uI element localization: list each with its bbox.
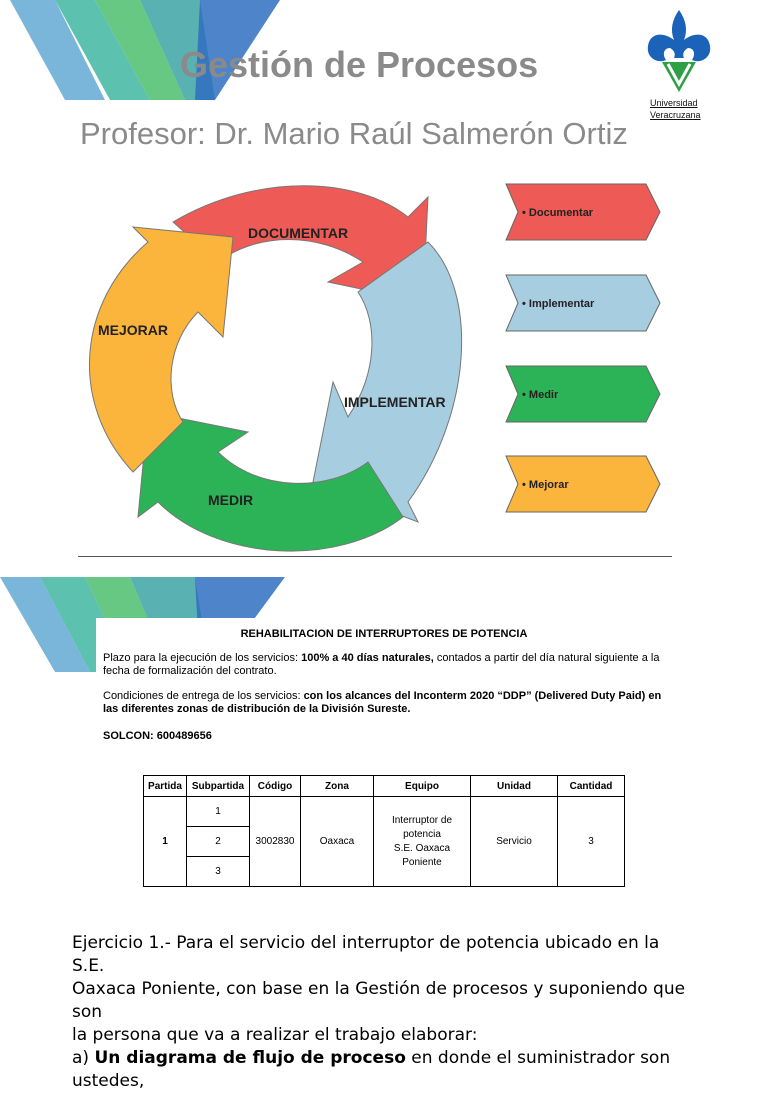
exercise-line (72, 1047, 692, 1093)
cycle-svg (78, 172, 672, 556)
cond-bold: con los alcances del Inconterm 2020 “DDP” (Delivered Duty Paid) en las diferentes zonas de distribución de la División Sureste. (103, 690, 662, 715)
cycle-label-implementar: IMPLEMENTAR (344, 394, 446, 410)
plazo-suffix: contados a partir del día natural siguiente a la fecha de formalización del contrato. (103, 652, 660, 677)
exercise-bold: Un diagrama de flujo de proceso (94, 1048, 406, 1068)
cell-equipo (374, 797, 471, 887)
exercise-suffix: en donde el suministrador son ustedes, (72, 1048, 671, 1091)
cell-cantidad: 3 (558, 797, 625, 887)
header-zona: Zona (301, 776, 374, 797)
process-cycle-diagram (78, 172, 672, 557)
exercise-line: Ejercicio 1.- Para el servicio del interruptor de potencia ubicado en la S.E. (72, 933, 660, 976)
logo-line-1: Universidad (650, 98, 698, 108)
cycle-label-documentar: DOCUMENTAR (248, 225, 349, 241)
cycle-label-medir: MEDIR (208, 492, 254, 508)
header-unidad: Unidad (471, 776, 558, 797)
condiciones-paragraph (103, 690, 663, 716)
document-title: REHABILITACION DE INTERRUPTORES DE POTENCIA (240, 628, 528, 640)
exercise-line: Oaxaca Poniente, con base en la Gestión de procesos y suponiendo que son (72, 979, 686, 1022)
exercise-line: la persona que va a realizar el trabajo elaborar: (72, 1025, 478, 1045)
uv-flower-icon (644, 6, 714, 92)
arrow-tag-mejorar (506, 456, 660, 512)
svg-text:• Implementar: • Implementar (522, 298, 595, 310)
plazo-prefix: Plazo para la ejecución de los servicios: (103, 652, 302, 664)
university-logo (640, 6, 718, 121)
header-partida: Partida (144, 776, 187, 797)
exercise-text (72, 932, 692, 1093)
exercise-prefix: a) (72, 1048, 95, 1068)
logo-line-2: Veracruzana (650, 110, 701, 120)
cell-subpartida: 1 (187, 797, 250, 827)
cell-zona: Oaxaca (301, 797, 374, 887)
svg-text:• Documentar: • Documentar (522, 207, 594, 219)
items-table (143, 775, 625, 887)
page-title: Gestión de Procesos (180, 44, 539, 85)
cell-partida: 1 (144, 797, 187, 887)
arrow-tag-medir (506, 366, 660, 422)
page-subtitle: Profesor: Dr. Mario Raúl Salmerón Ortiz (80, 116, 628, 151)
cell-subpartida: 3 (187, 857, 250, 887)
plazo-bold: 100% a 40 días naturales, (301, 652, 434, 664)
arrow-tag-implementar (506, 275, 660, 331)
header-equipo: Equipo (374, 776, 471, 797)
equipo-line: potencia (403, 828, 441, 840)
header-codigo: Código (250, 776, 301, 797)
svg-text:• Mejorar: • Mejorar (522, 479, 569, 491)
equipo-line: Poniente (402, 856, 442, 868)
equipo-line: Interruptor de (391, 814, 453, 826)
equipo-line: S.E. Oaxaca (393, 842, 451, 854)
plazo-paragraph (103, 652, 663, 678)
table-row (144, 797, 625, 827)
header-subpartida: Subpartida (187, 776, 250, 797)
cell-subpartida: 2 (187, 827, 250, 857)
cond-prefix: Condiciones de entrega de los servicios: (103, 690, 304, 702)
cycle-label-mejorar: MEJORAR (98, 322, 169, 338)
table-header-row (144, 776, 625, 797)
cell-unidad: Servicio (471, 797, 558, 887)
solcon-number: SOLCON: 600489656 (103, 730, 212, 742)
cell-codigo: 3002830 (250, 797, 301, 887)
arrow-tag-documentar (506, 184, 660, 240)
header-cantidad: Cantidad (558, 776, 625, 797)
svg-text:• Medir: • Medir (522, 389, 559, 401)
